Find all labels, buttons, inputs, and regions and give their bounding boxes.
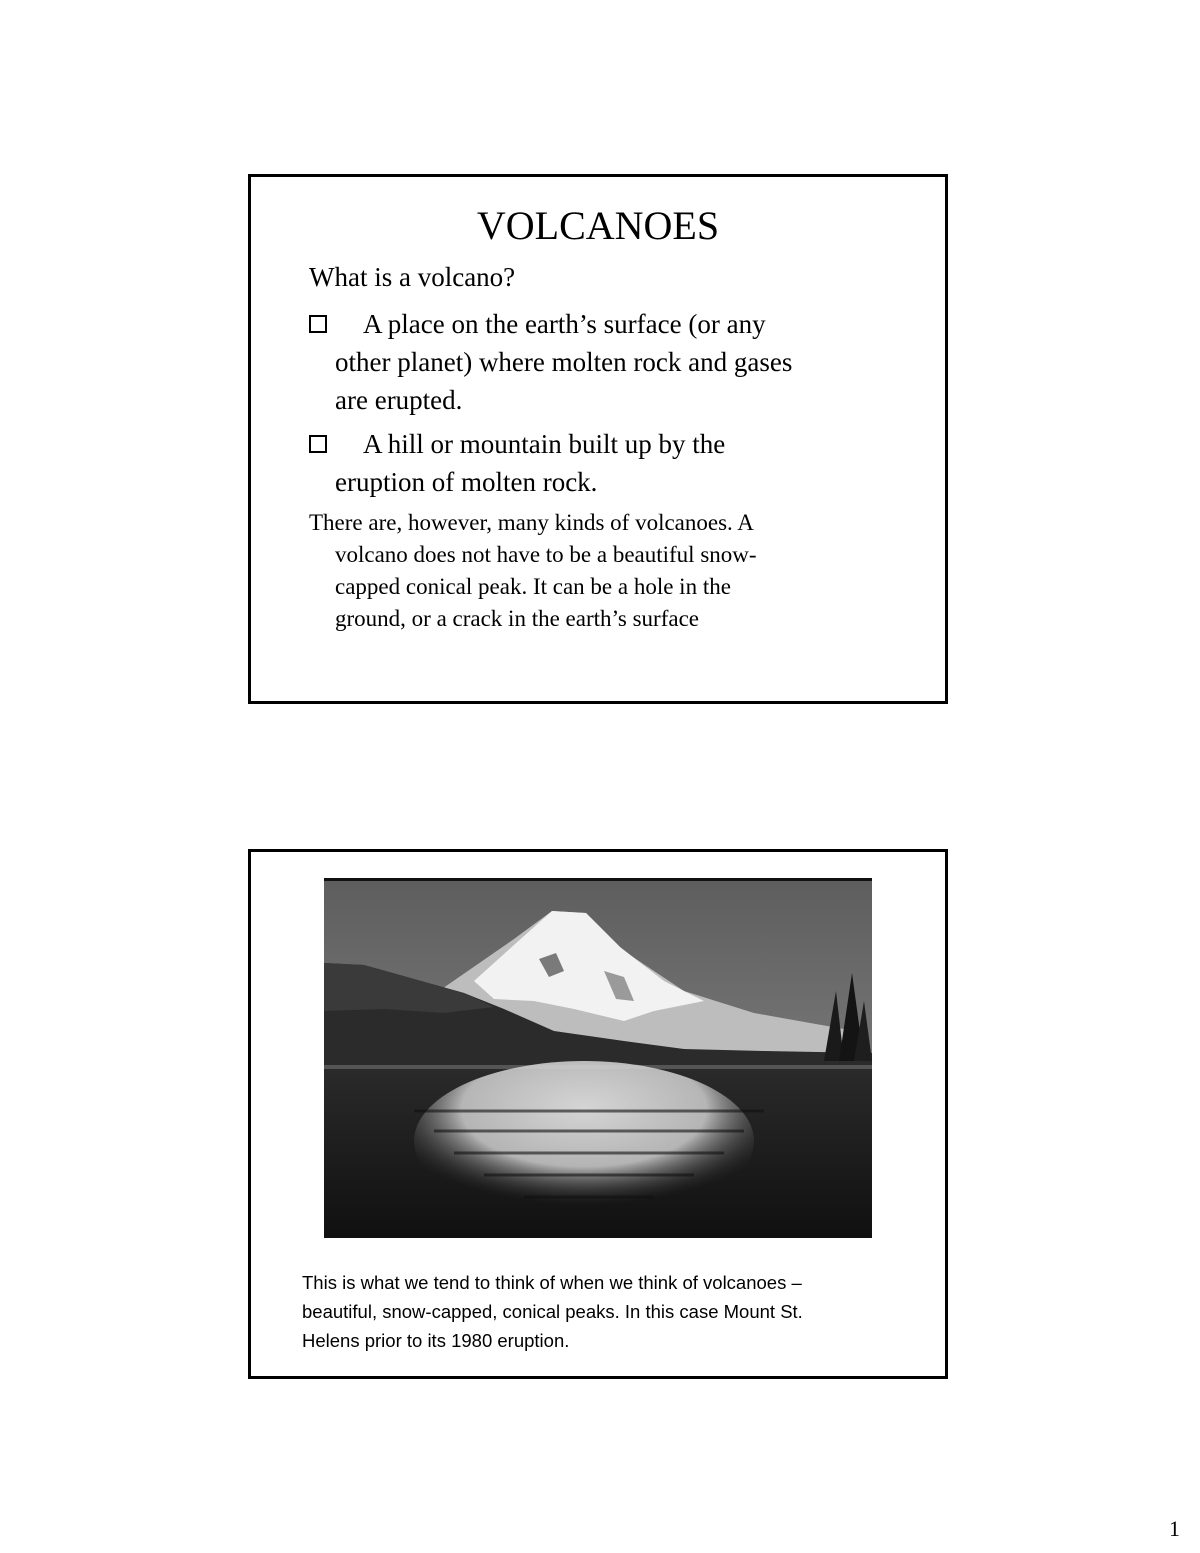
- note-text-line: capped conical peak. It can be a hole in the: [335, 574, 731, 599]
- bullet-text-line: eruption of molten rock.: [335, 467, 598, 497]
- note-text-line: volcano does not have to be a beautiful snow-: [335, 542, 757, 567]
- slide-mount-st-helens: [248, 849, 948, 1379]
- checkbox-square-icon: [309, 315, 327, 333]
- page-number: 1: [1169, 1516, 1180, 1541]
- caption-line: This is what we tend to think of when we think of volcanoes –: [302, 1272, 802, 1293]
- mountain-photo: [324, 878, 872, 1238]
- slide-caption: [302, 1268, 922, 1355]
- caption-line: Helens prior to its 1980 eruption.: [302, 1330, 570, 1351]
- bullet-text-line: A hill or mountain built up by the: [363, 429, 726, 459]
- checkbox-square-icon: [309, 435, 327, 453]
- bullet-text-line: are erupted.: [335, 385, 463, 415]
- note-text-line: ground, or a crack in the earth’s surface: [335, 606, 700, 631]
- slide-title: VOLCANOES: [476, 203, 720, 248]
- slide-question: What is a volcano?: [309, 262, 516, 292]
- bullet-item-hill: [309, 425, 909, 501]
- bullet-item-place: [309, 305, 909, 419]
- slide-note: [309, 507, 929, 635]
- bullet-text-line: other planet) where molten rock and gases: [335, 347, 793, 377]
- bullet-text-line: A place on the earth’s surface (or any: [363, 309, 766, 339]
- slide-volcanoes-definition: [248, 174, 948, 704]
- note-text-line: There are, however, many kinds of volcanoes. A: [309, 510, 754, 535]
- caption-line: beautiful, snow-capped, conical peaks. In this case Mount St.: [302, 1301, 803, 1322]
